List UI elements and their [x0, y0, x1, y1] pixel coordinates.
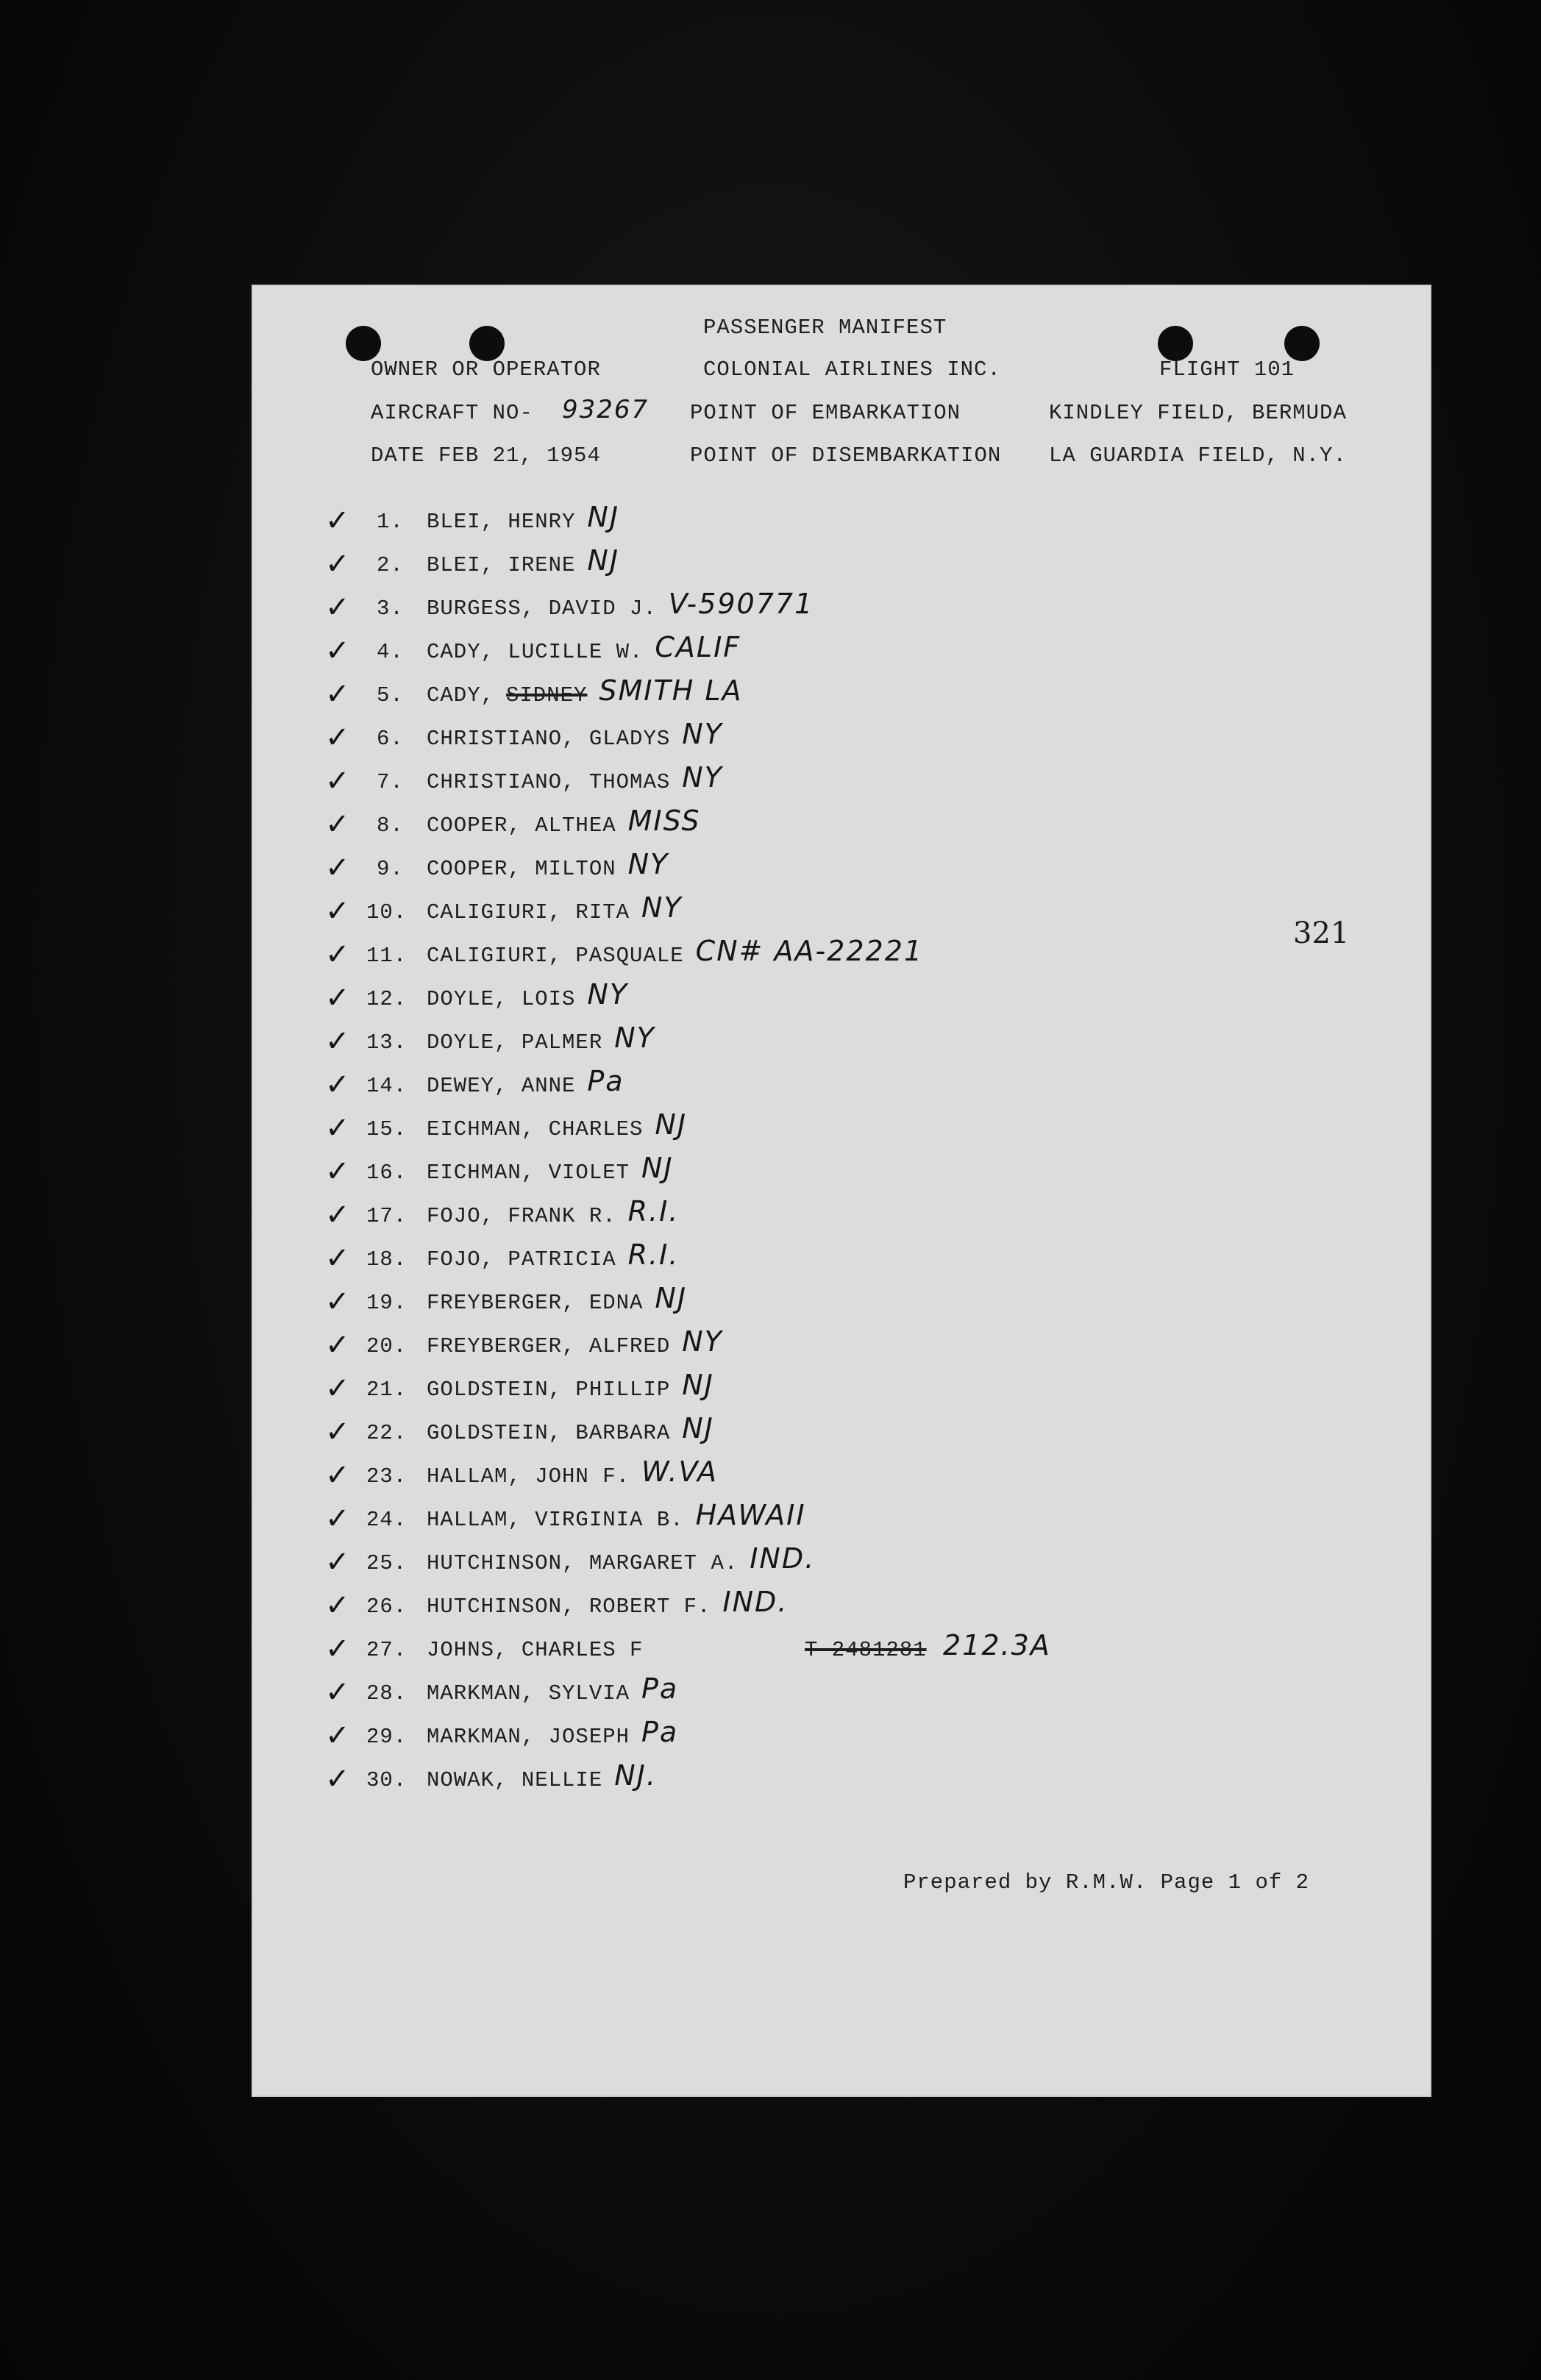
- disembark-value: LA GUARDIA FIELD, N.Y.: [1049, 443, 1347, 468]
- embark-label: POINT OF EMBARKATION: [690, 401, 961, 425]
- passenger-name: CHRISTIANO, GLADYS: [427, 727, 671, 751]
- handwritten-note: W.VA: [641, 1456, 718, 1488]
- passenger-number: 17.: [366, 1204, 408, 1228]
- handwritten-note: V-590771: [668, 588, 814, 620]
- passenger-number: 7.: [377, 770, 404, 794]
- passenger-number: 14.: [366, 1074, 408, 1098]
- passenger-number: 28.: [366, 1681, 408, 1706]
- handwritten-note: NY: [682, 1325, 723, 1358]
- handwritten-note: HAWAII: [695, 1499, 806, 1531]
- passenger-number: 23.: [366, 1464, 408, 1489]
- check-mark: ✓: [325, 1155, 350, 1189]
- passenger-name: COOPER, ALTHEA: [427, 813, 616, 838]
- passenger-name: GOLDSTEIN, PHILLIP: [427, 1378, 671, 1402]
- handwritten-note: 212.3A: [943, 1629, 1051, 1661]
- passenger-name: HUTCHINSON, MARGARET A.: [427, 1551, 739, 1575]
- passenger-number: 8.: [377, 813, 404, 838]
- check-mark: ✓: [325, 1458, 350, 1492]
- passenger-name: GOLDSTEIN, BARBARA: [427, 1421, 671, 1445]
- check-mark: ✓: [325, 1545, 350, 1579]
- handwritten-note: CALIF: [655, 631, 741, 663]
- flight-number: FLIGHT 101: [1159, 357, 1295, 382]
- manifest-page: [252, 285, 1431, 2097]
- struck-text: T-2481281: [805, 1638, 927, 1662]
- passenger-number: 9.: [377, 857, 404, 881]
- check-mark: ✓: [325, 938, 350, 972]
- passenger-name: FOJO, PATRICIA: [427, 1247, 616, 1272]
- handwritten-note: NY: [627, 848, 669, 880]
- side-number: 321: [1293, 916, 1350, 950]
- handwritten-note: MISS: [627, 805, 701, 837]
- punch-hole: [1284, 326, 1320, 361]
- check-mark: ✓: [325, 547, 350, 581]
- check-mark: ✓: [325, 1241, 350, 1275]
- passenger-number: 19.: [366, 1291, 408, 1315]
- manifest-title: PASSENGER MANIFEST: [703, 316, 947, 340]
- passenger-name: CALIGIURI, PASQUALE: [427, 944, 684, 968]
- handwritten-note: NJ: [682, 1369, 714, 1401]
- passenger-number: 6.: [377, 727, 404, 751]
- check-mark: ✓: [325, 1589, 350, 1622]
- passenger-number: 30.: [366, 1768, 408, 1792]
- passenger-number: 26.: [366, 1595, 408, 1619]
- check-mark: ✓: [325, 1632, 350, 1666]
- handwritten-note: NY: [614, 1022, 655, 1054]
- check-mark: ✓: [325, 894, 350, 928]
- handwritten-note: NJ: [587, 544, 620, 577]
- check-mark: ✓: [325, 1285, 350, 1319]
- embark-value: KINDLEY FIELD, BERMUDA: [1049, 401, 1347, 425]
- passenger-name: JOHNS, CHARLES F: [427, 1638, 644, 1662]
- passenger-number: 27.: [366, 1638, 408, 1662]
- passenger-number: 15.: [366, 1117, 408, 1141]
- handwritten-note: IND.: [722, 1586, 789, 1618]
- handwritten-note: Pa: [641, 1716, 679, 1748]
- check-mark: ✓: [325, 1675, 350, 1709]
- check-mark: ✓: [325, 721, 350, 755]
- handwritten-note: NY: [682, 718, 723, 750]
- punch-hole: [469, 326, 505, 361]
- passenger-number: 29.: [366, 1725, 408, 1749]
- check-mark: ✓: [325, 1762, 350, 1796]
- owner-label: OWNER OR OPERATOR: [371, 357, 601, 382]
- handwritten-note: R.I.: [627, 1239, 680, 1271]
- passenger-name: EICHMAN, VIOLET: [427, 1161, 630, 1185]
- passenger-number: 22.: [366, 1421, 408, 1445]
- passenger-number: 25.: [366, 1551, 408, 1575]
- handwritten-note: NY: [682, 761, 723, 794]
- date-label: DATE FEB 21, 1954: [371, 443, 601, 468]
- passenger-name: CADY, LUCILLE W.: [427, 640, 644, 664]
- passenger-number: 4.: [377, 640, 404, 664]
- passenger-number: 16.: [366, 1161, 408, 1185]
- passenger-number: 18.: [366, 1247, 408, 1272]
- passenger-name: HALLAM, JOHN F.: [427, 1464, 630, 1489]
- handwritten-note: NY: [641, 891, 683, 924]
- passenger-name: HALLAM, VIRGINIA B.: [427, 1508, 684, 1532]
- handwritten-note: NJ: [655, 1282, 688, 1314]
- handwritten-note: IND.: [750, 1542, 816, 1575]
- check-mark: ✓: [325, 851, 350, 885]
- aircraft-value: 93267: [562, 395, 650, 424]
- passenger-name: DOYLE, LOIS: [427, 987, 576, 1011]
- passenger-name: FREYBERGER, ALFRED: [427, 1334, 671, 1358]
- passenger-name: DEWEY, ANNE: [427, 1074, 576, 1098]
- passenger-name: MARKMAN, SYLVIA: [427, 1681, 630, 1706]
- passenger-name: MARKMAN, JOSEPH: [427, 1725, 630, 1749]
- passenger-number: 24.: [366, 1508, 408, 1532]
- aircraft-label: AIRCRAFT NO-: [371, 401, 533, 425]
- passenger-number: 1.: [377, 510, 404, 534]
- check-mark: ✓: [325, 981, 350, 1015]
- passenger-name: CADY,: [427, 683, 495, 708]
- handwritten-note: NJ: [587, 501, 620, 533]
- handwritten-note: NJ: [655, 1108, 688, 1141]
- check-mark: ✓: [325, 677, 350, 711]
- struck-text: SIDNEY: [506, 683, 588, 708]
- passenger-number: 2.: [377, 553, 404, 577]
- handwritten-note: SMITH LA: [599, 674, 743, 707]
- passenger-name: HUTCHINSON, ROBERT F.: [427, 1595, 711, 1619]
- passenger-name: EICHMAN, CHARLES: [427, 1117, 644, 1141]
- handwritten-note: NY: [587, 978, 629, 1011]
- check-mark: ✓: [325, 1198, 350, 1232]
- passenger-name: COOPER, MILTON: [427, 857, 616, 881]
- passenger-number: 13.: [366, 1030, 408, 1055]
- footer-prepared-by: Prepared by R.M.W. Page 1 of 2: [903, 1870, 1310, 1895]
- handwritten-note: NJ: [641, 1152, 674, 1184]
- passenger-number: 12.: [366, 987, 408, 1011]
- check-mark: ✓: [325, 1111, 350, 1145]
- passenger-name: BLEI, HENRY: [427, 510, 576, 534]
- check-mark: ✓: [325, 1025, 350, 1058]
- check-mark: ✓: [325, 1328, 350, 1362]
- check-mark: ✓: [325, 1372, 350, 1405]
- check-mark: ✓: [325, 764, 350, 798]
- passenger-number: 3.: [377, 596, 404, 621]
- handwritten-note: Pa: [587, 1065, 624, 1097]
- handwritten-note: NJ: [682, 1412, 714, 1444]
- check-mark: ✓: [325, 591, 350, 624]
- check-mark: ✓: [325, 1502, 350, 1536]
- passenger-number: 10.: [366, 900, 408, 924]
- passenger-number: 5.: [377, 683, 404, 708]
- passenger-name: CALIGIURI, RITA: [427, 900, 630, 924]
- handwritten-note: Pa: [641, 1672, 679, 1705]
- check-mark: ✓: [325, 504, 350, 538]
- passenger-number: 20.: [366, 1334, 408, 1358]
- passenger-name: DOYLE, PALMER: [427, 1030, 603, 1055]
- disembark-label: POINT OF DISEMBARKATION: [690, 443, 1002, 468]
- passenger-name: FOJO, FRANK R.: [427, 1204, 616, 1228]
- passenger-number: 11.: [366, 944, 408, 968]
- check-mark: ✓: [325, 808, 350, 841]
- passenger-name: BURGESS, DAVID J.: [427, 596, 657, 621]
- check-mark: ✓: [325, 1719, 350, 1753]
- handwritten-note: NJ.: [614, 1759, 657, 1792]
- punch-hole: [1158, 326, 1193, 361]
- passenger-name: FREYBERGER, EDNA: [427, 1291, 644, 1315]
- punch-hole: [346, 326, 381, 361]
- handwritten-note: CN# AA-22221: [695, 935, 924, 967]
- check-mark: ✓: [325, 1068, 350, 1102]
- check-mark: ✓: [325, 1415, 350, 1449]
- check-mark: ✓: [325, 634, 350, 668]
- passenger-name: CHRISTIANO, THOMAS: [427, 770, 671, 794]
- passenger-name: BLEI, IRENE: [427, 553, 576, 577]
- owner-value: COLONIAL AIRLINES INC.: [703, 357, 1001, 382]
- handwritten-note: R.I.: [627, 1195, 680, 1228]
- passenger-name: NOWAK, NELLIE: [427, 1768, 603, 1792]
- passenger-number: 21.: [366, 1378, 408, 1402]
